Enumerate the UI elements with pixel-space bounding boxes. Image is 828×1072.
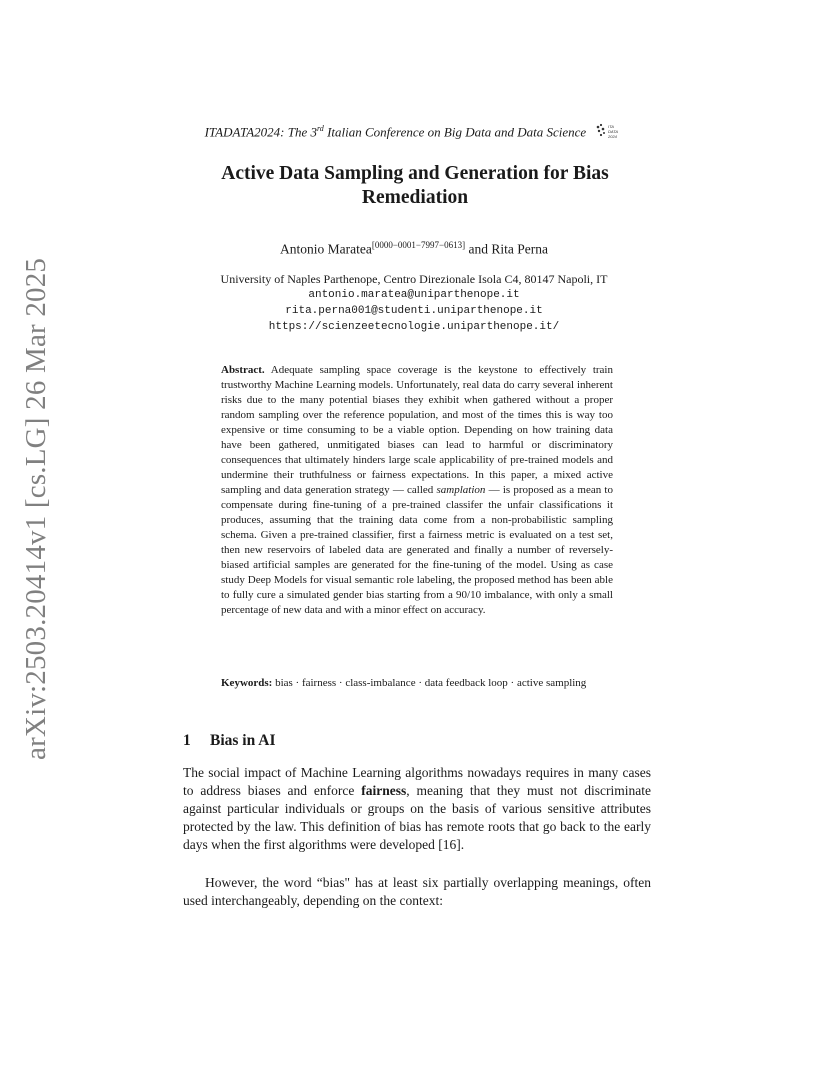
orcid-identifier: [0000−0001−7997−0613]: [371, 240, 466, 250]
conference-name-prefix: ITADATA2024: The 3: [204, 124, 317, 140]
body-paragraph: However, the word “bias" has at least six partially overlapping meanings, often used interchangeably, depending on the context:: [183, 875, 651, 908]
abstract-text: Adequate sampling space coverage is the keystone to effectively train trustworthy Machine Learning models. Unfortunately, real data do carry several inherent risks due to the many potential biases they exhibit when gathered without a proper random sampling over the reference population, and most of the times this is way too expensive or time consuming to be a viable option. Depending on how training data have been gathered, unmitigated biases can lead to harmful or discriminatory consequences that ultimately hinders large scale applicability of pre-trained models and undermine their truthfulness or fairness expectations. In this paper, a mixed active sampling and data generation strategy — called: [221, 364, 613, 496]
institution-url: https://scienzeetecnologie.uniparthenope.it/: [268, 321, 560, 333]
abstract-block: [221, 363, 613, 618]
keywords-label: Keywords:: [221, 677, 273, 689]
institution-address: University of Naples Parthenope, Centro Direzionale Isola C4, 80147 Napoli, IT: [220, 272, 608, 286]
author-name: Rita Perna: [491, 241, 548, 257]
svg-text:2024: 2024: [608, 134, 618, 140]
email-address: rita.perna001@studenti.uniparthenope.it: [285, 305, 543, 317]
paragraph-bold-term: fairness: [361, 783, 407, 798]
paragraph-text: The social impact of Machine Learning algorithms nowadays requires in many cases to address biases and enforce: [183, 765, 651, 798]
author-line: [0, 240, 828, 258]
section-heading: [183, 732, 275, 750]
author-name: Antonio Maratea: [280, 241, 372, 257]
section-title: Bias in AI: [210, 732, 276, 749]
itadata-logo-icon: [595, 123, 623, 139]
conference-name-suffix: Italian Conference on Big Data and Data Science: [323, 124, 587, 140]
section-number: 1: [183, 732, 191, 749]
email-address: antonio.maratea@uniparthenope.it: [308, 289, 520, 301]
paper-title: Active Data Sampling and Generation for Bias Remediation: [221, 163, 609, 208]
abstract-term: samplation: [436, 484, 486, 496]
paragraph-text: , meaning that they must not discriminate against particular individuals or groups on the basis of various sensitive attributes protected by the law. This definition of bias has remote roots that go back to the early days when the first algorithms were developed [16].: [183, 783, 651, 852]
conference-header: [0, 124, 828, 141]
body-paragraph: [183, 764, 651, 854]
keywords-list: bias · fairness · class-imbalance · data feedback loop · active sampling: [272, 677, 587, 689]
svg-text:DATA: DATA: [608, 129, 619, 135]
abstract-text: — is proposed as a mean to compensate during fine-tuning of a pre-trained classifer the unfair classifications it produces, assuming that the training data come from a non-probabilistic sampling schema. Given a pre-trained classifier, first a fairness metric is evaluated on a test set, then new reservoirs of labeled data are generated and finally a number of reversely-biased artificial samples are generated for the fine-tuning of the model. Using as case study Deep Models for visual semantic role labeling, the proposed method has been able to fully cure a simulated gender bias starting from a 90/10 imbalance, with only a small percentage of new data and with a minor effect on accuracy.: [221, 484, 613, 616]
affiliation-block: [0, 271, 828, 335]
svg-text:ITA: ITA: [608, 124, 615, 130]
conference-ordinal-suffix: rd: [316, 124, 324, 133]
arxiv-identifier-stamp: arXiv:2503.20414v1 [cs.LG] 26 Mar 2025: [20, 257, 52, 760]
author-connector: and: [465, 241, 492, 257]
abstract-label: Abstract.: [221, 364, 265, 376]
keywords-block: [221, 676, 613, 691]
